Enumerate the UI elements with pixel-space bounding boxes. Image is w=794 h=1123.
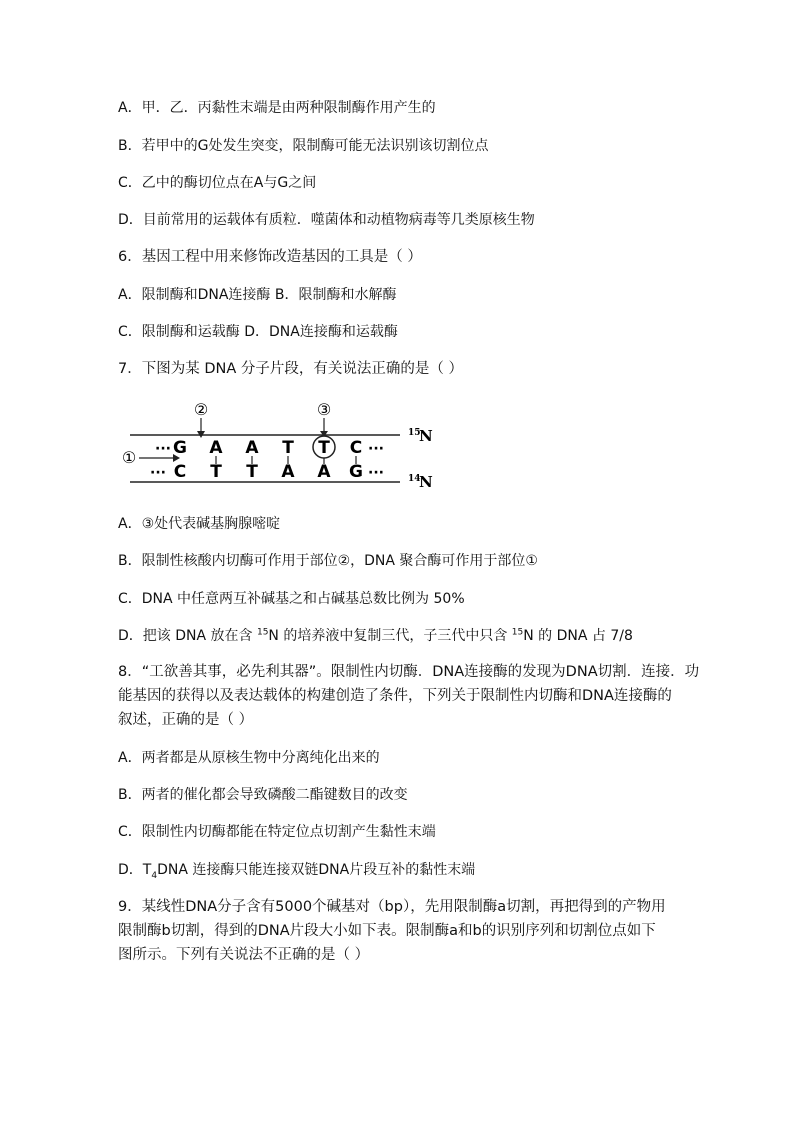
top-base: T	[282, 438, 294, 458]
option-5a: A．甲．乙．丙黏性末端是由两种限制酶作用产生的	[118, 100, 436, 116]
top-base: G	[173, 438, 187, 458]
top-base: C	[349, 438, 363, 458]
option-7d-text: D．把该 DNA 放在含	[118, 628, 257, 644]
question-8-line-2: 能基因的获得以及表达载体的构建创造了条件，下列关于限制性内切酶和DNA连接酶的	[118, 688, 672, 704]
option-7c: C．DNA 中任意两互补碱基之和占碱基总数比例为 50%	[118, 591, 465, 607]
option-8b: B．两者的催化都会导致磷酸二酯键数目的改变	[118, 787, 408, 803]
isotope-superscript: 15	[256, 627, 269, 638]
option-7d	[118, 626, 633, 646]
subscript-4: 4	[151, 870, 158, 881]
label-14-superscript: 14	[408, 474, 421, 484]
bottom-dots-left: ···	[150, 465, 166, 481]
question-8-line-3: 叙述，正确的是（ ）	[118, 712, 254, 728]
marker-1: ①	[121, 448, 137, 467]
option-7d-text: N 的 DNA 占 7/8	[523, 628, 633, 644]
option-8d	[118, 860, 475, 880]
option-8c: C．限制性内切酶都能在特定位点切割产生黏性末端	[118, 824, 436, 840]
option-5d: D．目前常用的运载体有质粒．噬菌体和动植物病毒等几类原核生物	[118, 212, 535, 228]
bottom-base: C	[173, 462, 187, 482]
bottom-base: G	[349, 462, 363, 482]
label-15-superscript: 15	[408, 428, 421, 438]
bottom-base: T	[210, 462, 222, 482]
top-dots-left: ···	[155, 441, 171, 457]
question-9-line-1: 9．某线性DNA分子含有5000个碱基对（bp），先用限制酶a切割，再把得到的产物用	[118, 899, 666, 915]
isotope-superscript: 15	[511, 627, 524, 638]
top-base: A	[245, 438, 259, 458]
option-8d-text: DNA 连接酶只能连接双链DNA片段互补的黏性末端	[157, 862, 476, 878]
question-8-line-1: 8．“工欲善其事，必先利其器”。限制性内切酶．DNA连接酶的发现为DNA切割．连接．功	[118, 664, 700, 680]
question-6: 6．基因工程中用来修饰改造基因的工具是（ ）	[118, 249, 422, 265]
bottom-base: A	[281, 462, 295, 482]
option-6cd: C．限制酶和运载酶 D．DNA连接酶和运载酶	[118, 324, 398, 340]
top-dots-right: ···	[368, 441, 384, 457]
label-14N-letter: N	[419, 473, 433, 490]
bottom-base: T	[246, 462, 258, 482]
option-7a: A．③处代表碱基胸腺嘧啶	[118, 516, 281, 532]
dna-fragment-figure	[115, 395, 455, 490]
top-base: A	[209, 438, 223, 458]
bottom-base: A	[317, 462, 331, 482]
option-7d-text: N 的培养液中复制三代，子三代中只含	[268, 628, 512, 644]
option-8a: A．两者都是从原核生物中分离纯化出来的	[118, 750, 380, 766]
question-9-line-3: 图所示。下列有关说法不正确的是（ ）	[118, 947, 370, 963]
option-5b: B．若甲中的G处发生突变，限制酶可能无法识别该切割位点	[118, 138, 489, 154]
top-base: T	[318, 438, 330, 458]
option-5c: C．乙中的酶切位点在A与G之间	[118, 175, 317, 191]
bottom-dots-right: ···	[368, 465, 384, 481]
option-8d-text: D．T	[118, 862, 152, 878]
question-7: 7．下图为某 DNA 分子片段，有关说法正确的是（ ）	[118, 361, 463, 377]
marker-2: ②	[193, 400, 209, 419]
marker-3: ③	[316, 400, 332, 419]
option-7b: B．限制性核酸内切酶可作用于部位②，DNA 聚合酶可作用于部位①	[118, 553, 538, 569]
option-6ab: A．限制酶和DNA连接酶 B．限制酶和水解酶	[118, 287, 397, 303]
question-9-line-2: 限制酶b切割，得到的DNA片段大小如下表。限制酶a和b的识别序列和切割位点如下	[118, 923, 656, 939]
label-15N-letter: N	[419, 427, 433, 445]
